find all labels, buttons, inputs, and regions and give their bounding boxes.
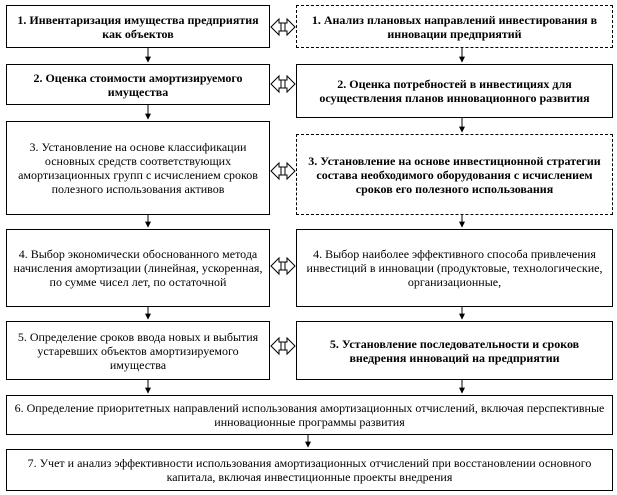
double-arrow-3 — [271, 163, 295, 179]
right-step-2: 2. Оценка потребностей в инвестициях для осуществления планов инновационного развития — [296, 64, 613, 118]
double-arrow-1 — [271, 19, 295, 35]
double-arrow-4 — [271, 258, 295, 274]
double-arrow-2 — [271, 76, 295, 92]
left-step-2: 2. Оценка стоимости амортизируемого имущества — [6, 64, 270, 105]
left-step-4: 4. Выбор экономически обоснованного метода начисления амортизации (линейная, ускоренная, по сумме чисел лет, по остаточной — [6, 229, 270, 307]
left-step-1: 1. Инвентаризация имущества предприятия как объектов — [6, 5, 270, 48]
right-step-1: 1. Анализ плановых направлений инвестирования в инновации предприятий — [296, 5, 613, 48]
right-step-4: 4. Выбор наиболее эффективного способа привлечения инвестиций в инновации (продуктовые, технологические, организационные, — [296, 229, 613, 307]
step-6: 6. Определение приоритетных направлений использования амортизационных отчислений, включая перспективные инновационные программы развития — [6, 395, 613, 435]
right-step-5: 5. Установление последовательности и сроков внедрения инноваций на предприятии — [296, 321, 613, 380]
left-step-3: 3. Установление на основе классификации основных средств соответствующих амортизационных групп с исчислением сроков полезного использования активов — [6, 121, 270, 215]
step-7: 7. Учет и анализ эффективности использования амортизационных отчислений при восстановлении основного капитала, включая инвестиционные проекты внедрения — [6, 449, 613, 491]
left-step-5: 5. Определение сроков ввода новых и выбытия устаревших объектов амортизируемого имущества — [6, 321, 270, 380]
right-step-3: 3. Установление на основе инвестиционной стратегии состава необходимого оборудования с исчислением сроков его полезного использования — [296, 134, 613, 215]
double-arrow-5 — [271, 338, 295, 354]
